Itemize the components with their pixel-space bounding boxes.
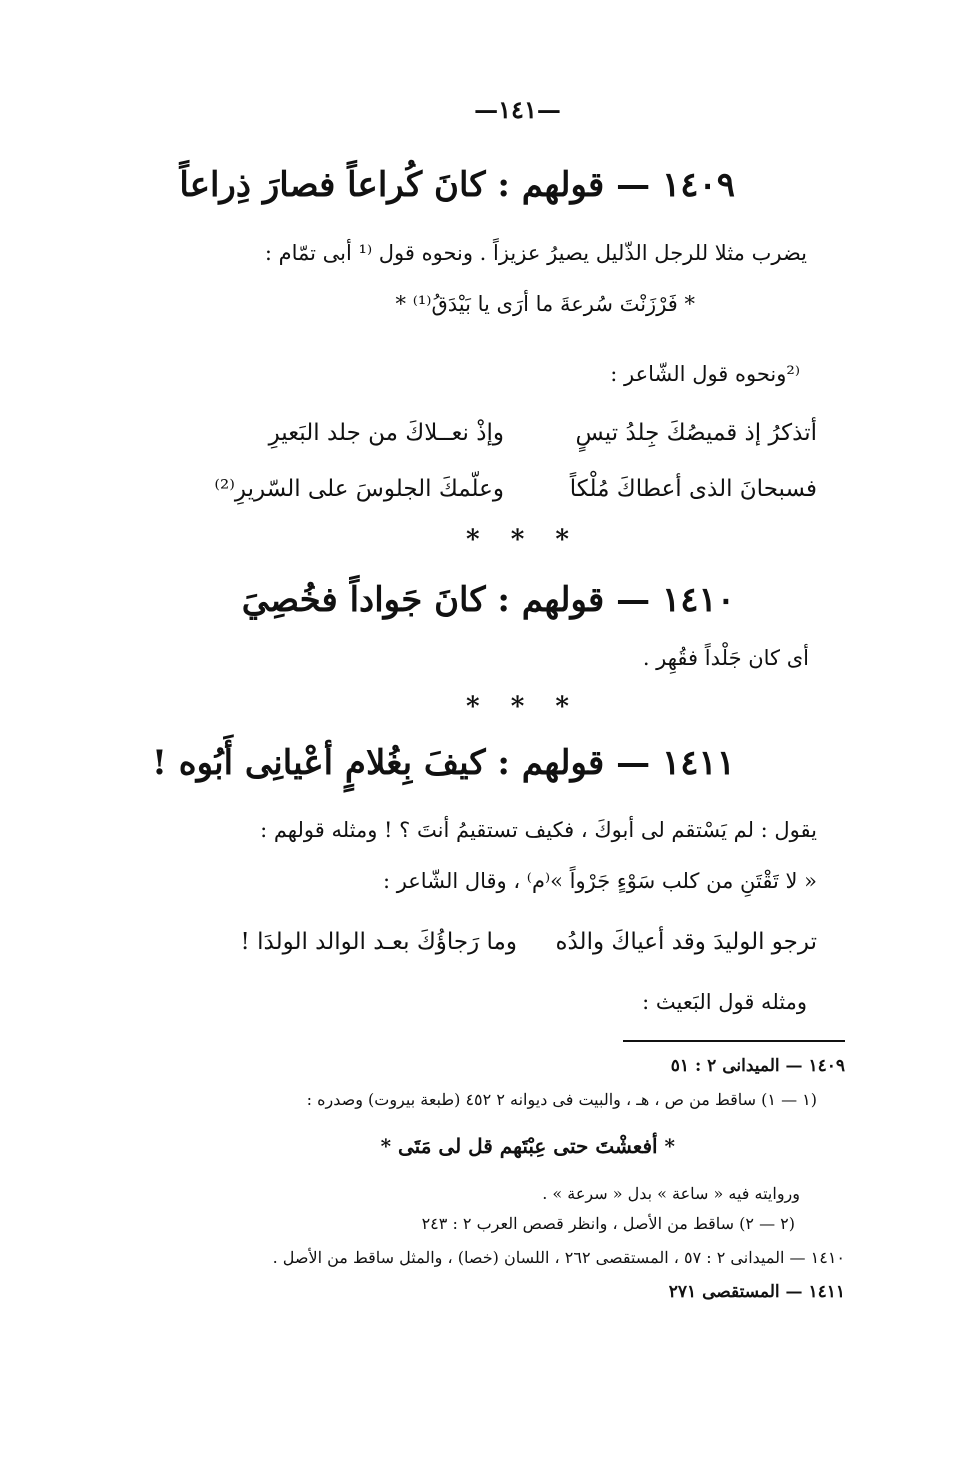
footnote-separator: [623, 1040, 845, 1042]
quoted-hemistich: * فَرْزَنْتَ سُرعةَ ما أرَى يا بَيْدَقُ⁽¹⁾ *: [395, 292, 695, 316]
footnote: (١ — ١) ساقط من ص ، هـ ، والبيت فى ديوانه ٢ ٤٥٢ (طبعة بيروت) وصدره :: [306, 1090, 817, 1109]
footnote: وروايته فيه « ساعة » بدل « سرعة » .: [542, 1184, 800, 1203]
verse-first-hemistich: ترجو الوليدَ وقد أعياكَ والدُه: [555, 929, 817, 955]
entry-1411-text-line: « لا تَقْتَنِ من كلب سَوْءٍ جَرْواً »⁽م⁾ ، وقال الشّاعر :: [382, 869, 817, 893]
entry-1411-closing-line: ومثله قول البَعيث :: [642, 990, 807, 1014]
section-separator: * * *: [466, 692, 569, 722]
footnote: (٢ — ٢) ساقط من الأصل ، وانظر قصص العرب ٢ : ٢٤٣: [421, 1214, 795, 1233]
verse-first-hemistich: أتذكرُ إذ قميصُكَ جِلدُ تيسٍ: [575, 420, 817, 446]
entry-1409-text-line: ⁽²ونحوه قول الشّاعر :: [610, 362, 800, 386]
footnote: ١٤١١ — المستقصى ٢٧١: [668, 1282, 845, 1302]
entry-heading-1410: ١٤١٠ — قولهم : كانَ جَواداً فخُصِيَ: [241, 580, 735, 620]
page-number: —١٤١—: [474, 95, 561, 124]
verse-second-hemistich: وعلّمكَ الجلوسَ على السّريرِ⁽²⁾: [214, 476, 504, 502]
footnote: ١٤١٠ — الميدانى ٢ : ٥٧ ، المستقصى ٢٦٢ ، اللسان (خصا) ، والمثل ساقط من الأصل .: [272, 1248, 845, 1267]
section-separator: * * *: [466, 525, 569, 555]
entry-heading-1411: ١٤١١ — قولهم : كيفَ بِغُلامٍ أعْيانِى أَبُوه !: [152, 743, 735, 783]
verse-second-hemistich: وإذْ نعــلاكَ من جلد البَعيرِ: [268, 420, 504, 446]
verse-second-hemistich: وما رَجاؤُكَ بعـد الوالد الولدَا !: [240, 929, 517, 955]
entry-1411-text-line: يقول : لم يَسْتقم لى أبوكَ ، فكيف تستقيمُ أنتَ ؟ ! ومثله قولهم :: [260, 818, 817, 842]
entry-1409-text-line: يضرب مثلا للرجل الذّليل يصيرُ عزيزاً . ونحوه قول ⁽¹ أبى تمّام :: [264, 241, 807, 265]
entry-1410-text-line: أى كان جَلْداً فقُهِر .: [642, 646, 809, 670]
entry-heading-1409: ١٤٠٩ — قولهم : كانَ كُراعاً فصارَ ذِراعاً: [179, 165, 735, 205]
verse-first-hemistich: فسبحانَ الذى أعطاكَ مُلْكاً: [569, 476, 817, 502]
footnote: ١٤٠٩ — الميدانى ٢ : ٥١: [670, 1056, 845, 1076]
footnote-quoted-hemistich: * أفعشْتَ حتى عِبْتَهم قل لى مَتَى *: [380, 1134, 675, 1158]
